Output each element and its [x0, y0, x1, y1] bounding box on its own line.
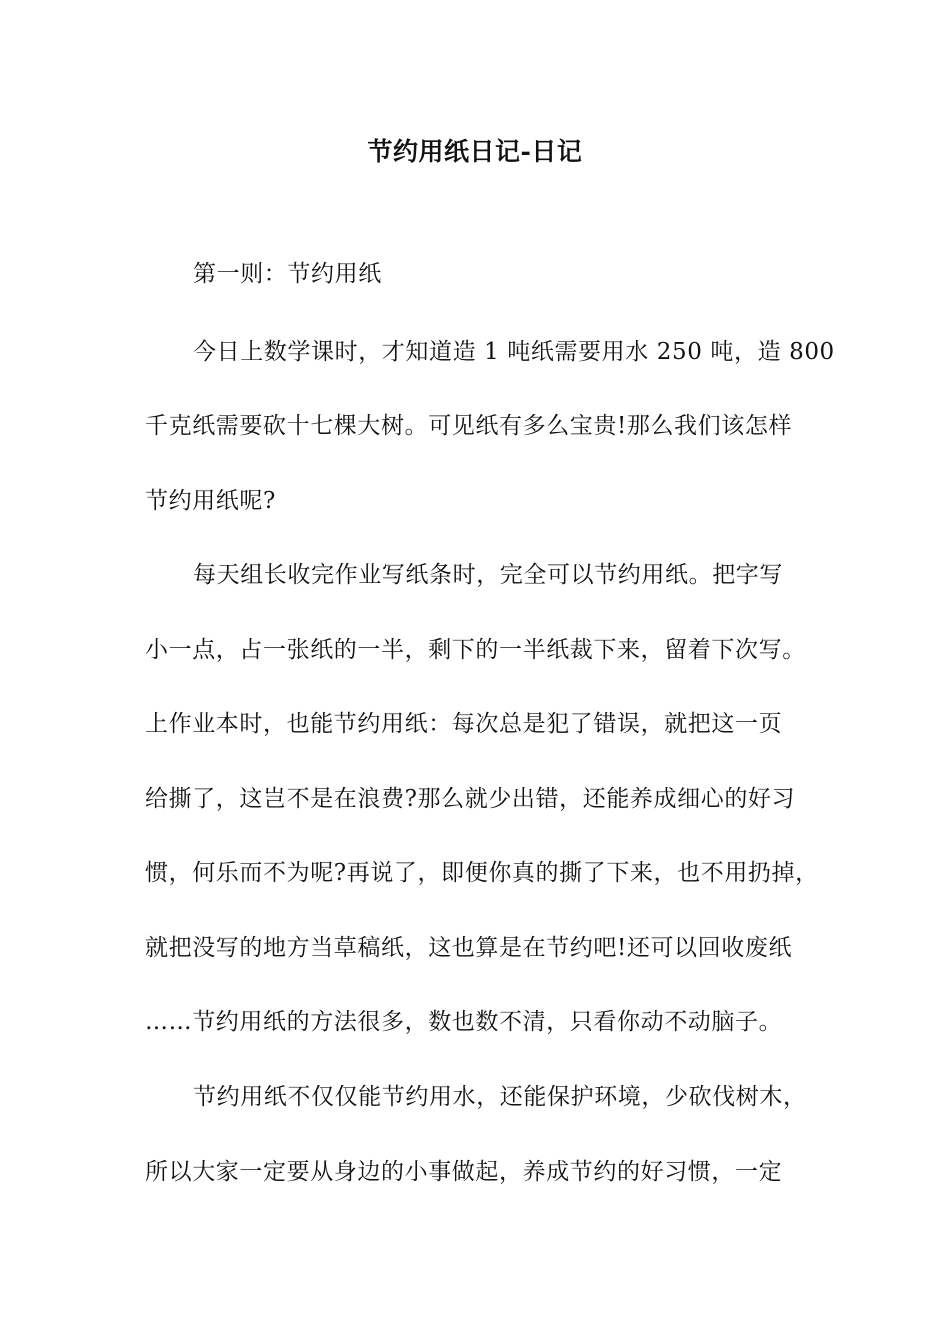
paragraph-line: 惯，何乐而不为呢?再说了，即便你真的撕了下来，也不用扔掉， — [145, 860, 819, 886]
paragraph-line: 每天组长收完作业写纸条时，完全可以节约用纸。把字写 — [193, 562, 783, 588]
paragraph-line: 今日上数学课时，才知道造 1 吨纸需要用水 250 吨，造 800 — [193, 339, 835, 365]
paragraph-line: 小一点，占一张纸的一半，剩下的一半纸裁下来，留着下次写。 — [145, 637, 806, 663]
paragraph-line: 千克纸需要砍十七棵大树。可见纸有多么宝贵!那么我们该怎样 — [145, 413, 793, 439]
paragraph-line: 给撕了，这岂不是在浪费?那么就少出错，还能养成细心的好习 — [145, 786, 796, 812]
paragraph-line: 节约用纸不仅仅能节约用水，还能保护环境，少砍伐树木， — [193, 1084, 807, 1110]
paragraph-line: 节约用纸呢? — [145, 488, 276, 514]
paragraph-line: 上作业本时，也能节约用纸：每次总是犯了错误，就把这一页 — [145, 711, 783, 737]
paragraph-line: ……节约用纸的方法很多，数也数不清，只看你动不动脑子。 — [145, 1009, 783, 1035]
section-heading: 第一则：节约用纸 — [193, 261, 382, 287]
document-title: 节约用纸日记-日记 — [367, 137, 583, 166]
paragraph-line: 就把没写的地方当草稿纸，这也算是在节约吧!还可以回收废纸 — [145, 935, 793, 961]
paragraph-line: 所以大家一定要从身边的小事做起，养成节约的好习惯，一定 — [145, 1159, 783, 1185]
